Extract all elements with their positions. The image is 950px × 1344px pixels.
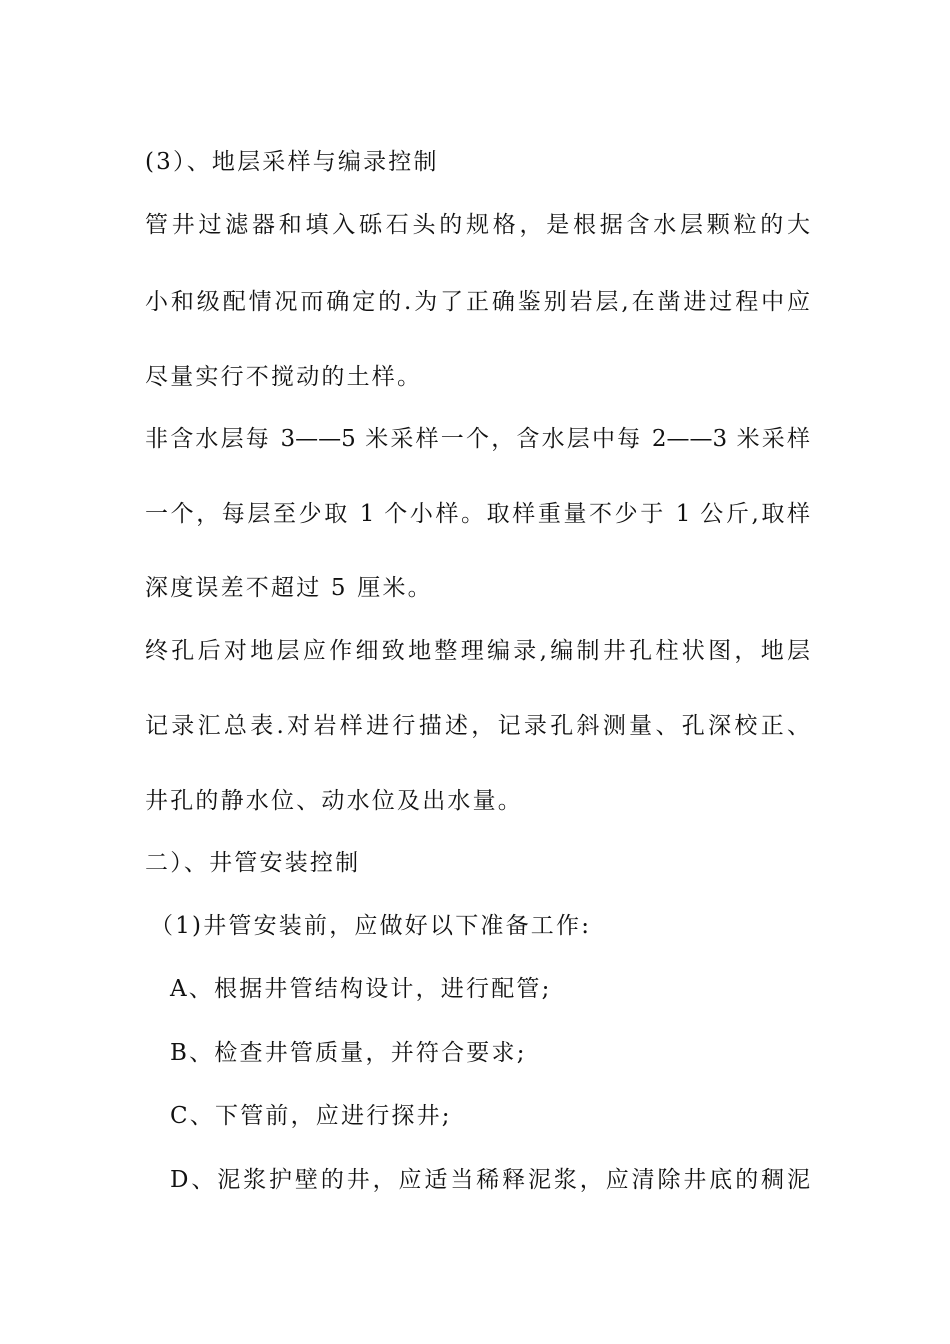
paragraph-1-line-2: 小和级配情况而确定的.为了正确鉴别岩层,在凿进过程中应	[145, 289, 810, 315]
paragraph-2-line-3: 深度误差不超过 5 厘米。	[145, 575, 433, 601]
list-item-a: A、根据井管结构设计，进行配管;	[170, 976, 552, 1002]
paragraph-3-line-3: 井孔的静水位、动水位及出水量。	[145, 788, 523, 814]
paragraph-1-line-3: 尽量实行不搅动的土样。	[145, 364, 423, 390]
paragraph-2-line-2: 一个，每层至少取 1 个小样。取样重量不少于 1 公斤,取样	[145, 501, 810, 527]
paragraph-2-line-1: 非含水层每 3——5 米采样一个，含水层中每 2——3 米采样	[145, 426, 810, 452]
paragraph-3-line-2: 记录汇总表.对岩样进行描述，记录孔斜测量、孔深校正、	[145, 713, 810, 739]
paragraph-1-line-1: 管井过滤器和填入砾石头的规格，是根据含水层颗粒的大	[145, 212, 810, 238]
section-3-heading: (3）、地层采样与编录控制	[145, 149, 439, 175]
list-item-b: B、检查井管质量，并符合要求;	[170, 1040, 527, 1066]
section-two-heading: 二）、井管安装控制	[145, 850, 361, 876]
list-item-d: D、泥浆护壁的井，应适当稀释泥浆，应清除井底的稠泥	[170, 1167, 810, 1193]
list-item-c: C、下管前，应进行探井;	[170, 1103, 452, 1129]
pre-install-intro: （1)井管安装前，应做好以下准备工作:	[150, 913, 592, 939]
paragraph-3-line-1: 终孔后对地层应作细致地整理编录,编制井孔柱状图，地层	[145, 638, 810, 664]
